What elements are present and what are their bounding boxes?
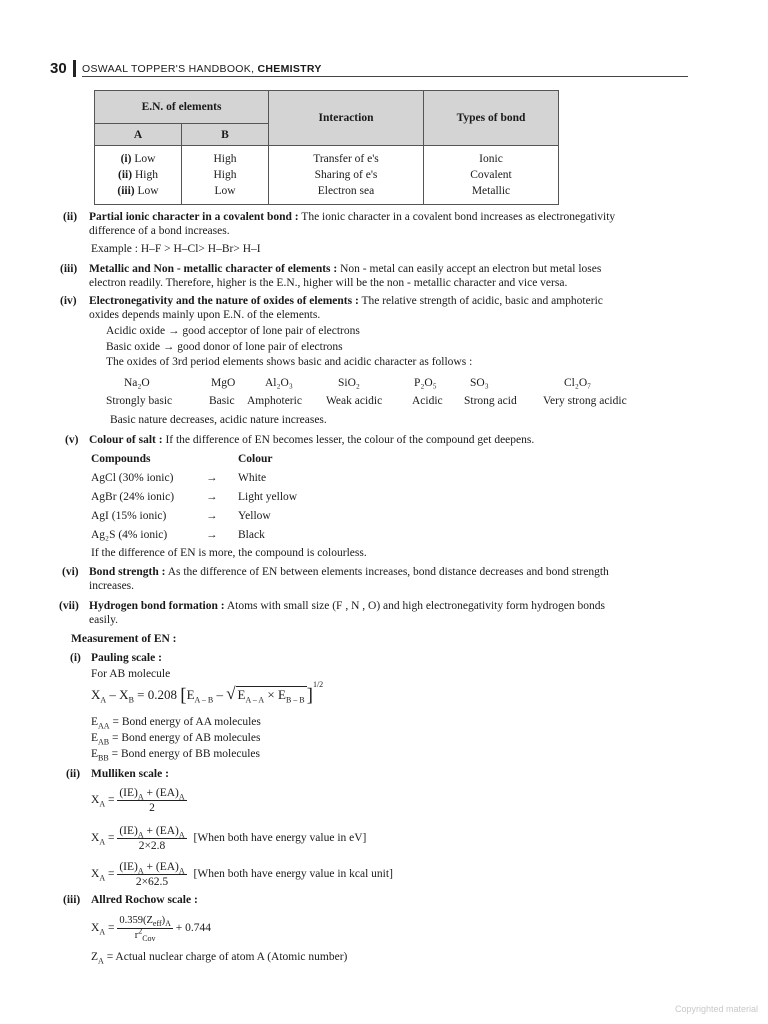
section-hydrogen-bond-cont: easily.	[89, 614, 118, 626]
pauling-def: $E_{AA}$ = Bond energy of AA molecules	[91, 716, 261, 731]
oxide-formula: Na₂O	[124, 377, 150, 389]
section-metallic-cont: electron readily. Therefore, higher is the E.N., higher will be the non - metallic character and vice versa.	[89, 277, 568, 289]
mulliken-eq-1: $X_A$ = $\frac{(IE)_A + (EA)_A}{2}$	[91, 787, 185, 814]
book-title: OSWAAL TOPPER'S HANDBOOK,	[82, 63, 258, 75]
oxide-nature: Strongly basic	[106, 395, 173, 407]
table-col-a	[95, 146, 182, 205]
acidic-oxide-line: Acidic oxide → good acceptor of lone pair of electrons	[106, 325, 360, 337]
table-header-b: B	[182, 124, 269, 146]
compound-colour: Black	[238, 529, 265, 541]
oxide-formula: P₂O₅	[414, 377, 437, 389]
table-header-interaction: Interaction	[269, 91, 424, 146]
table-header-en: E.N. of elements	[95, 91, 269, 124]
colour-heading: Colour	[238, 453, 273, 465]
allred-heading: (iii) Allred Rochow scale :	[63, 894, 198, 906]
oxide-nature: Acidic	[412, 395, 443, 407]
oxide-nature: Weak acidic	[326, 395, 383, 407]
oxide-formula: SO₃	[470, 377, 489, 389]
table-cell: Metallic	[471, 185, 511, 197]
oxide-formula: Cl₂O₇	[564, 377, 592, 389]
trend-line: Basic nature decreases, acidic nature increases.	[110, 414, 327, 426]
oxide-nature: Very strong acidic	[543, 395, 627, 407]
pauling-def: $E_{BB}$ = Bond energy of BB molecules	[91, 748, 260, 763]
table-cell: (i) Low	[120, 153, 156, 165]
oxide-formula: Al₂O₃	[265, 377, 293, 389]
table-header-a: A	[95, 124, 182, 146]
table-cell: Ionic	[479, 153, 503, 165]
compound-colour: White	[238, 472, 267, 484]
mulliken-eq-3: $X_A$ = $\frac{(IE)_A + (EA)_A}{2\times 62.5}$ [When both have energy value in kcal unit]	[91, 861, 393, 888]
compounds-heading: Compounds	[91, 453, 151, 465]
table-cell: Covalent	[470, 169, 512, 181]
section-partial-ionic: (ii) Partial ionic character in a covalent bond : The ionic character in a covalent bond increases as electronegativity	[63, 211, 616, 223]
page-number: 30	[50, 60, 67, 77]
example-line: Example : H–F > H–Cl> H–Br> H–I	[91, 243, 261, 255]
compound-colour: Yellow	[238, 510, 271, 522]
measurement-heading: Measurement of EN :	[71, 633, 177, 645]
section-partial-ionic-cont: difference of a bond increases.	[89, 225, 230, 237]
table-header-bond: Types of bond	[424, 91, 559, 146]
oxide-formula: MgO	[211, 377, 236, 389]
arrow-icon: →	[206, 491, 218, 503]
pauling-def: $E_{AB}$ = Bond energy of AB molecules	[91, 732, 261, 747]
pauling-equation: $X_A - X_B = 0.208$ [$E_{A - B}$ – √ $E_{A - A} \times E_{B - B}$ ]$^{1/2}$	[91, 680, 324, 706]
arrow-icon: →	[206, 529, 218, 541]
table-cell: High	[213, 169, 237, 181]
mulliken-eq-2: $X_A$ = $\frac{(IE)_A + (EA)_A}{2\times 2.8}$ [When both have energy value in eV]	[91, 825, 367, 852]
table-col-b	[182, 146, 269, 205]
pauling-heading: (i) Pauling scale :	[70, 652, 162, 664]
basic-oxide-line: Basic oxide → good donor of lone pair of electrons	[106, 341, 343, 353]
watermark: Copyrighted material	[674, 1004, 758, 1014]
table-col-bond	[424, 146, 559, 205]
subject-title: CHEMISTRY	[257, 63, 322, 75]
compound-name: Ag₂S (4% ionic)	[91, 529, 168, 541]
arrow-icon: →	[206, 472, 218, 484]
compound-name: AgBr (24% ionic)	[91, 491, 175, 503]
colourless-note: If the difference of EN is more, the compound is colourless.	[91, 547, 367, 559]
compound-name: AgCl (30% ionic)	[91, 472, 174, 484]
allred-def: $Z_A$ = Actual nuclear charge of atom A (Atomic number)	[91, 951, 348, 966]
oxide-nature: Strong acid	[464, 395, 517, 407]
table-cell: (iii) Low	[117, 185, 159, 197]
section-hydrogen-bond: (vii) Hydrogen bond formation : Atoms with small size (F , N , O) and high electronegativity form hydrogen bonds	[59, 600, 605, 612]
arrow-icon: →	[206, 510, 218, 522]
en-bond-table	[94, 90, 559, 205]
allred-equation: $X_A$ = $\frac{0.359(Z_{eff})_A}{r^2_{Cov}}$ + 0.744	[91, 915, 212, 944]
compound-colour: Light yellow	[238, 491, 298, 503]
header-divider	[73, 60, 76, 77]
oxide-nature: Amphoteric	[247, 395, 302, 407]
table-col-interaction	[269, 146, 424, 205]
table-cell: (ii) High	[118, 169, 158, 181]
section-oxides-cont: oxides depends mainly upon E.N. of the elements.	[89, 309, 321, 321]
period-line: The oxides of 3rd period elements shows basic and acidic character as follows :	[106, 356, 473, 368]
section-bond-strength: (vi) Bond strength : As the difference of EN between elements increases, bond distance decreases and bond strength	[62, 566, 609, 578]
section-metallic: (iii) Metallic and Non - metallic character of elements : Non - metal can easily accept an electron but metal loses	[60, 263, 602, 275]
section-oxides: (iv) Electronegativity and the nature of oxides of elements : The relative strength of acidic, basic and amphoteric	[60, 295, 603, 307]
mulliken-heading: (ii) Mulliken scale :	[66, 768, 169, 780]
pauling-intro: For AB molecule	[91, 668, 171, 680]
compound-name: AgI (15% ionic)	[91, 510, 167, 522]
table-cell: High	[213, 153, 237, 165]
section-bond-strength-cont: increases.	[89, 580, 135, 592]
header-rule	[82, 76, 688, 77]
section-colour-salt: (v) Colour of salt : If the difference of EN becomes lesser, the colour of the compound get deepens.	[65, 434, 535, 446]
table-cell: Low	[214, 185, 236, 197]
table-cell: Transfer of e's	[313, 153, 379, 165]
oxide-nature: Basic	[209, 395, 235, 407]
running-header	[82, 63, 322, 75]
table-cell: Electron sea	[317, 185, 375, 197]
oxide-formula: SiO₂	[338, 377, 360, 389]
table-cell: Sharing of e's	[314, 169, 378, 181]
